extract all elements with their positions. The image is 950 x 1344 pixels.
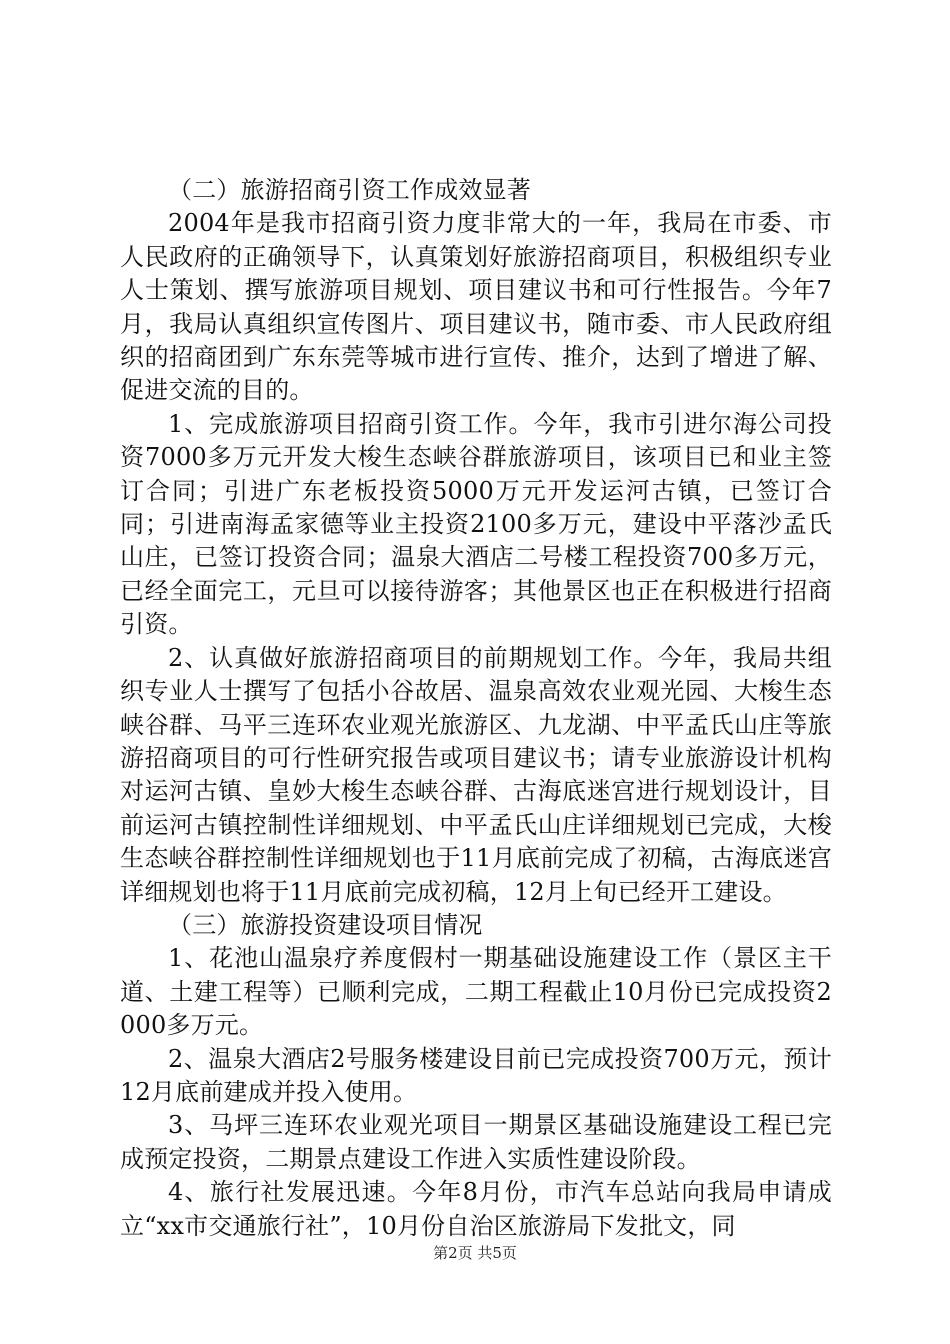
paragraph-hot-spring-resort: 1、花池山温泉疗养度假村一期基础设施建设工作（景区主干道、土建工程等）已顺利完成，二期工程截止10月份已完成投资2000多万元。 [120, 944, 832, 1040]
paragraph-hotel-building: 2、温泉大酒店2号服务楼建设目前已完成投资700万元，预计12月底前建成并投入使用。 [120, 1044, 832, 1106]
paragraph-project-investment: 1、完成旅游项目招商引资工作。今年，我市引进尔海公司投资7000多万元开发大梭生态峡谷群旅游项目，该项目已和业主签订合同；引进广东老板投资5000万元开发运河古镇，已签订合同；引进南海孟家德等业主投资2100多万元，建设中平落沙孟氏山庄，已签订投资合同；温泉大酒店二号楼工程投资700多万元，已经全面完工，元旦可以接待游客；其他景区也正在积极进行招商引资。 [120, 409, 832, 639]
paragraph-travel-agency: 4、旅行社发展迅速。今年8月份，市汽车总站向我局申请成立“xx市交通旅行社”，10月份自治区旅游局下发批文，同 [120, 1178, 832, 1240]
page-number-footer: 第2页 共5页 [433, 1244, 517, 1262]
paragraph-agri-tourism: 3、马坪三连环农业观光项目一期景区基础设施建设工程已完成预定投资，二期景点建设工作进入实质性建设阶段。 [120, 1111, 832, 1173]
section-heading-three: （三）旅游投资建设项目情况 [168, 910, 483, 939]
section-heading-two: （二）旅游招商引资工作成效显著 [168, 176, 531, 204]
document-body [120, 174, 832, 1243]
paragraph-investment-overview: 2004年是我市招商引资力度非常大的一年，我局在市委、市人民政府的正确领导下，认真策划好旅游招商项目，积极组织专业人士策划、撰写旅游项目规划、项目建议书和可行性报告。今年7月，我局认真组织宣传图片、项目建议书，随市委、市人民政府组织的招商团到广东东莞等城市进行宣传、推介，达到了增进了解、促进交流的目的。 [120, 209, 832, 405]
paragraph-project-planning: 2、认真做好旅游招商项目的前期规划工作。今年，我局共组织专业人士撰写了包括小谷故居、温泉高效农业观光园、大梭生态峡谷群、马平三连环农业观光旅游区、九龙湖、中平孟氏山庄等旅游招商项目的可行性研究报告或项目建议书；请专业旅游设计机构对运河古镇、皇妙大梭生态峡谷群、古海底迷宫进行规划设计，目前运河古镇控制性详细规划、中平孟氏山庄详细规划已完成，大梭生态峡谷群控制性详细规划也于11月底前完成了初稿，古海底迷宫详细规划也将于11月底前完成初稿，12月上旬已经开工建设。 [120, 643, 832, 906]
